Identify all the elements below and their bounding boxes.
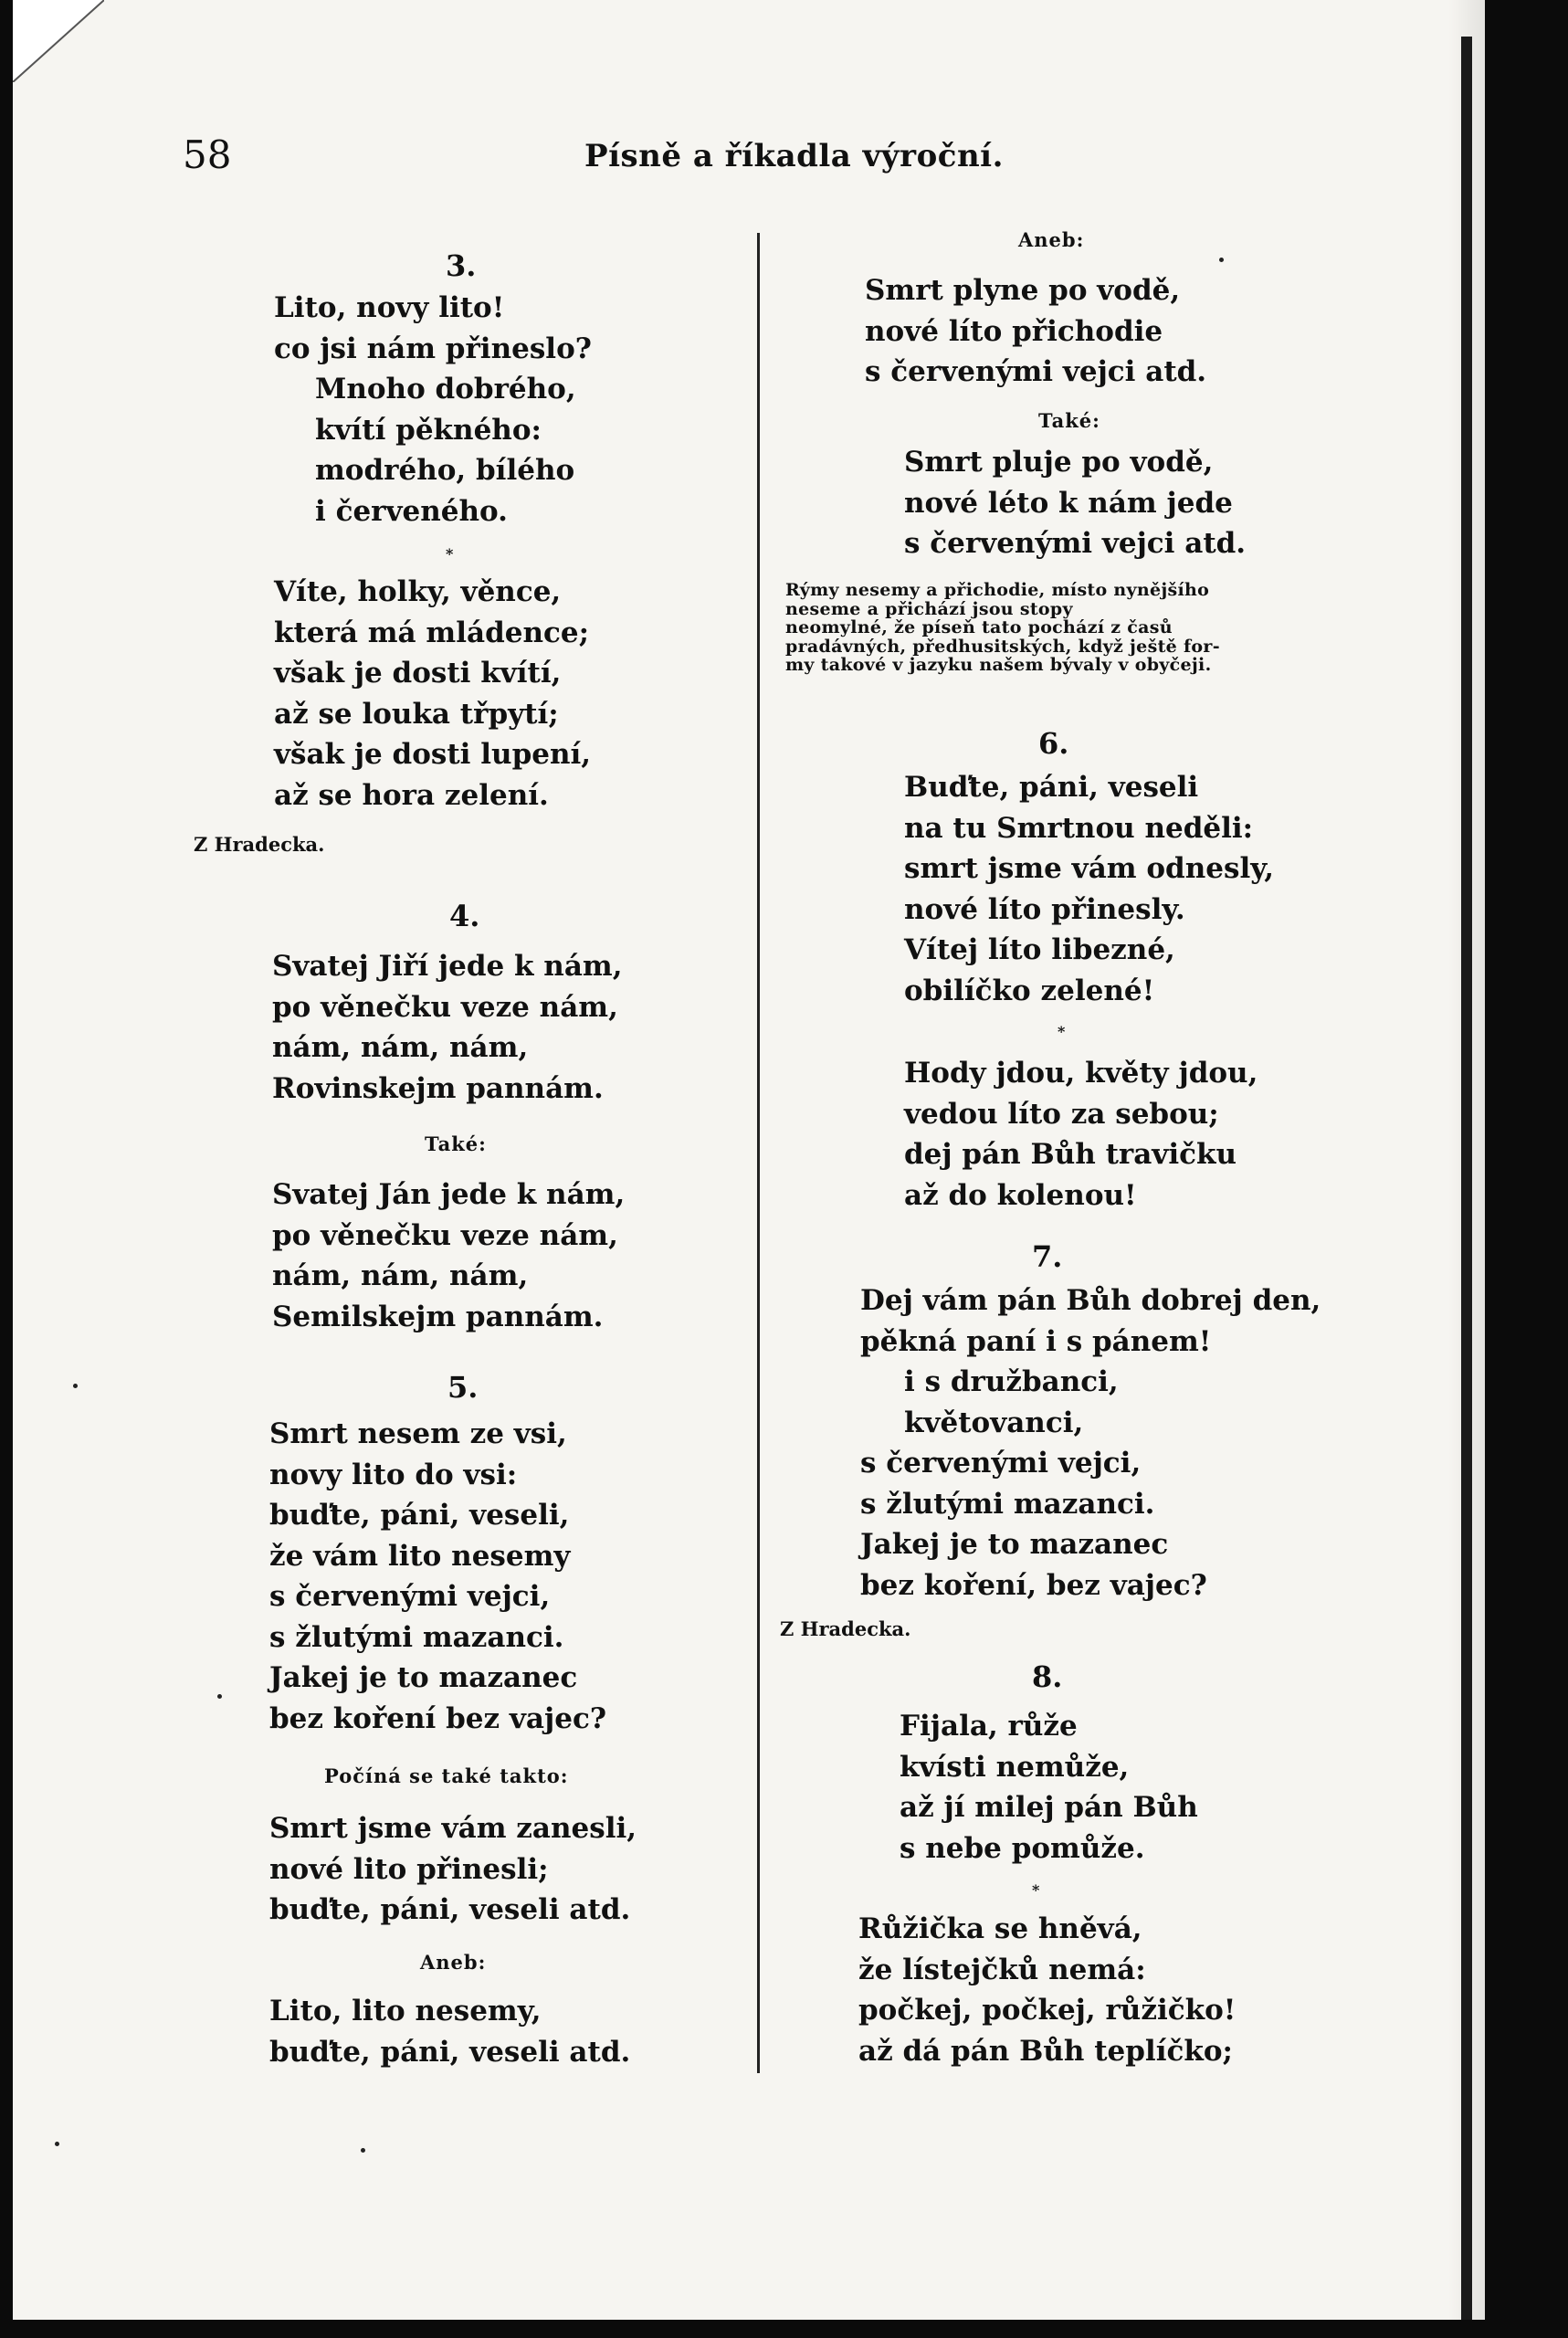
verse-line: s červenými vejci, (860, 1447, 1142, 1480)
verse-line: nám, nám, nám, (272, 1259, 529, 1292)
verse-line: Smrt plyne po vodě, (865, 274, 1181, 307)
verse-line: buďte, páni, veseli atd. (269, 2035, 631, 2069)
print-speck (361, 2148, 365, 2153)
verse-line: Svatej Ján jede k nám, (272, 1178, 626, 1211)
verse-line: až do kolenou! (904, 1178, 1137, 1212)
note-line: my takové v jazyku našem bývaly v obyčeji. (785, 655, 1212, 675)
verse (274, 288, 592, 369)
verse (900, 1706, 1198, 1869)
verse-line: že vám lito nesemy (269, 1539, 571, 1573)
verse-line: Smrt jsme vám zanesli, (269, 1812, 637, 1845)
verse-line: i červeného. (315, 494, 508, 528)
folded-corner (13, 0, 104, 82)
star-separator: * (446, 545, 454, 563)
book-page (13, 0, 1485, 2320)
verse-line: nové léto k nám jede (904, 486, 1233, 520)
verse-line: Růžička se hněvá, (858, 1912, 1142, 1945)
variant-label: Také: (425, 1132, 487, 1155)
verse (904, 1362, 1119, 1443)
verse-line: dej pán Bůh travičku (904, 1138, 1237, 1171)
verse (860, 1443, 1207, 1606)
print-speck (55, 2142, 59, 2146)
verse (904, 767, 1274, 1011)
verse (860, 1280, 1321, 1362)
verse-line: Semilskejm pannám. (272, 1300, 604, 1333)
variant-label: Počíná se také takto: (324, 1764, 569, 1787)
note-line: neseme a přichází jsou stopy (785, 598, 1073, 619)
song-number: 6. (1038, 726, 1069, 761)
verse-line: buďte, páni, veseli, (269, 1499, 570, 1532)
verse (269, 1414, 606, 1739)
verse-line: až dá pán Bůh teplíčko; (858, 2034, 1233, 2068)
verse-line: Vítej líto libezné, (904, 933, 1175, 966)
verse (315, 369, 576, 532)
verse-line: obilíčko zelené! (904, 974, 1155, 1007)
verse-line: s červenými vejci atd. (865, 355, 1207, 388)
verse-line: Smrt nesem ze vsi, (269, 1417, 567, 1450)
verse-line: že lístejčků nemá: (858, 1953, 1146, 1986)
verse-line: Jakej je to mazanec (860, 1528, 1169, 1561)
verse-line: smrt jsme vám odnesly, (904, 852, 1275, 885)
verse (272, 946, 623, 1109)
binding-edge (1461, 37, 1472, 2320)
verse-line: však je dosti lupení, (274, 738, 592, 771)
verse-line: s červenými vejci atd. (904, 527, 1247, 560)
star-separator: * (1032, 1881, 1040, 1899)
place-of-origin: Z Hradecka. (780, 1617, 911, 1640)
verse-line: bez koření, bez vajec? (860, 1568, 1207, 1602)
verse-line: až jí milej pán Bůh (900, 1791, 1198, 1824)
note-line: Rýmy nesemy a přichodie, místo nynějšího (785, 580, 1210, 600)
verse-line: Víte, holky, věnce, (274, 575, 562, 608)
verse-line: novy lito do vsi: (269, 1458, 518, 1491)
verse-line: modrého, bílého (315, 454, 575, 487)
verse (904, 1053, 1258, 1216)
verse-line: Lito, novy lito! (274, 291, 505, 324)
verse-line: květovanci, (904, 1406, 1084, 1439)
print-speck (1219, 258, 1224, 262)
column-divider (757, 233, 760, 2073)
verse-line: Buďte, páni, veseli (904, 771, 1199, 804)
editorial-note (785, 581, 1220, 675)
verse-line: nám, nám, nám, (272, 1031, 529, 1064)
verse-line: však je dosti kvítí, (274, 657, 562, 690)
verse-line: až se hora zelení. (274, 778, 549, 812)
verse-line: nové lito přinesli; (269, 1852, 549, 1886)
verse-line: Lito, lito nesemy, (269, 1995, 542, 2027)
verse-line: vedou líto za sebou; (904, 1097, 1219, 1131)
note-line: pradávných, předhusitských, když ještě for- (785, 636, 1220, 657)
print-speck (73, 1384, 78, 1388)
variant-label: Aneb: (420, 1951, 487, 1974)
verse-line: Mnoho dobrého, (315, 373, 576, 405)
verse-line: bez koření bez vajec? (269, 1701, 606, 1735)
place-of-origin: Z Hradecka. (194, 833, 325, 856)
verse-line: Svatej Jiří jede k nám, (272, 950, 623, 983)
verse-line: Smrt pluje po vodě, (904, 446, 1214, 479)
verse-line: Dej vám pán Bůh dobrej den, (860, 1284, 1321, 1317)
verse-line: Hody jdou, květy jdou, (904, 1057, 1258, 1090)
song-number: 3. (446, 248, 477, 283)
verse-line: Jakej je to mazanec (269, 1661, 578, 1694)
song-number: 5. (447, 1370, 479, 1405)
verse-line: po věnečku veze nám, (272, 990, 618, 1024)
song-number: 4. (449, 899, 480, 933)
verse-line: kvísti nemůže, (900, 1750, 1130, 1784)
running-title: Písně a říkadla výroční. (584, 138, 1004, 174)
verse-line: Rovinskejm pannám. (272, 1071, 604, 1105)
song-number: 8. (1032, 1659, 1063, 1694)
verse (272, 1174, 625, 1337)
note-line: neomylné, že píseň tato pochází z časů (785, 617, 1173, 637)
verse-line: kvítí pěkného: (315, 413, 542, 447)
verse-line: pěkná paní i s pánem! (860, 1324, 1212, 1358)
verse-line: s červenými vejci, (269, 1580, 551, 1613)
verse-line: která má mládence; (274, 616, 590, 649)
verse-line: co jsi nám přineslo? (274, 332, 592, 365)
page-number: 58 (183, 132, 232, 177)
verse-line: až se louka třpytí; (274, 697, 559, 731)
verse (858, 1909, 1236, 2071)
verse (274, 572, 591, 816)
verse-line: s nebe pomůže. (900, 1831, 1145, 1865)
verse-line: s žlutými mazanci. (269, 1620, 564, 1654)
verse-line: buďte, páni, veseli atd. (269, 1893, 631, 1926)
variant-label: Aneb: (1018, 228, 1085, 251)
verse-line: počkej, počkej, růžičko! (858, 1994, 1237, 2027)
verse (269, 1808, 637, 1931)
verse-line: nové líto přichodie (865, 314, 1163, 348)
song-number: 7. (1032, 1239, 1063, 1274)
verse-line: i s družbanci, (904, 1365, 1119, 1398)
verse (865, 270, 1206, 393)
verse (269, 1991, 630, 2072)
print-speck (217, 1694, 222, 1699)
verse-line: po věnečku veze nám, (272, 1218, 618, 1252)
verse-line: s žlutými mazanci. (860, 1487, 1155, 1521)
variant-label: Také: (1038, 409, 1100, 432)
verse-line: Fijala, růže (900, 1710, 1078, 1743)
verse (904, 442, 1246, 564)
page-header (0, 132, 1096, 187)
verse-line: nové líto přinesly. (904, 892, 1185, 926)
star-separator: * (1058, 1023, 1066, 1040)
verse-line: na tu Smrtnou neděli: (904, 811, 1254, 845)
